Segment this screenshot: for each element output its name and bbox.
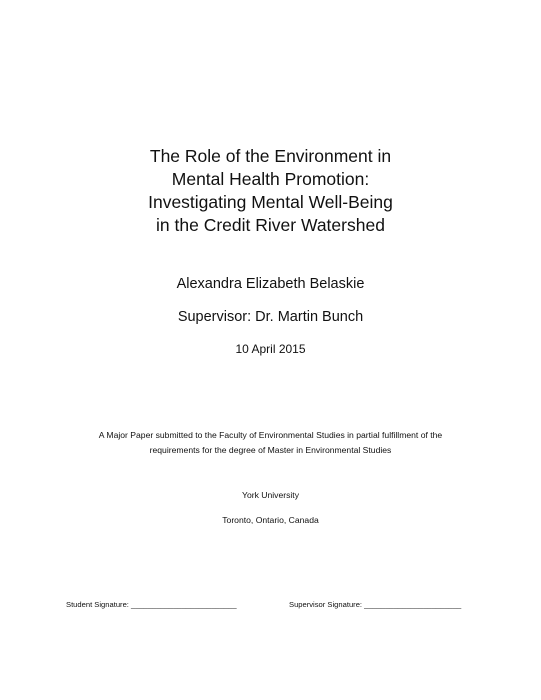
title-line: in the Credit River Watershed — [156, 215, 385, 235]
paper-title — [0, 145, 541, 237]
statement-line: A Major Paper submitted to the Faculty of Environmental Studies in partial fulfillment of the — [98, 430, 443, 440]
statement-line: requirements for the degree of Master in Environmental Studies — [149, 445, 392, 455]
title-line: The Role of the Environment in — [149, 146, 392, 166]
student-signature-line: Student Signature: _________________________ — [66, 600, 237, 609]
submission-statement — [0, 428, 541, 458]
submission-date: 10 April 2015 — [235, 342, 306, 356]
supervisor-name: Supervisor: Dr. Martin Bunch — [177, 309, 364, 325]
title-line: Mental Health Promotion: — [171, 169, 370, 189]
university-name: York University — [242, 490, 299, 500]
author-name: Alexandra Elizabeth Belaskie — [176, 276, 365, 292]
title-line: Investigating Mental Well-Being — [148, 192, 393, 212]
university-location: Toronto, Ontario, Canada — [222, 515, 319, 525]
supervisor-signature-line: Supervisor Signature: _______________________ — [289, 600, 462, 609]
